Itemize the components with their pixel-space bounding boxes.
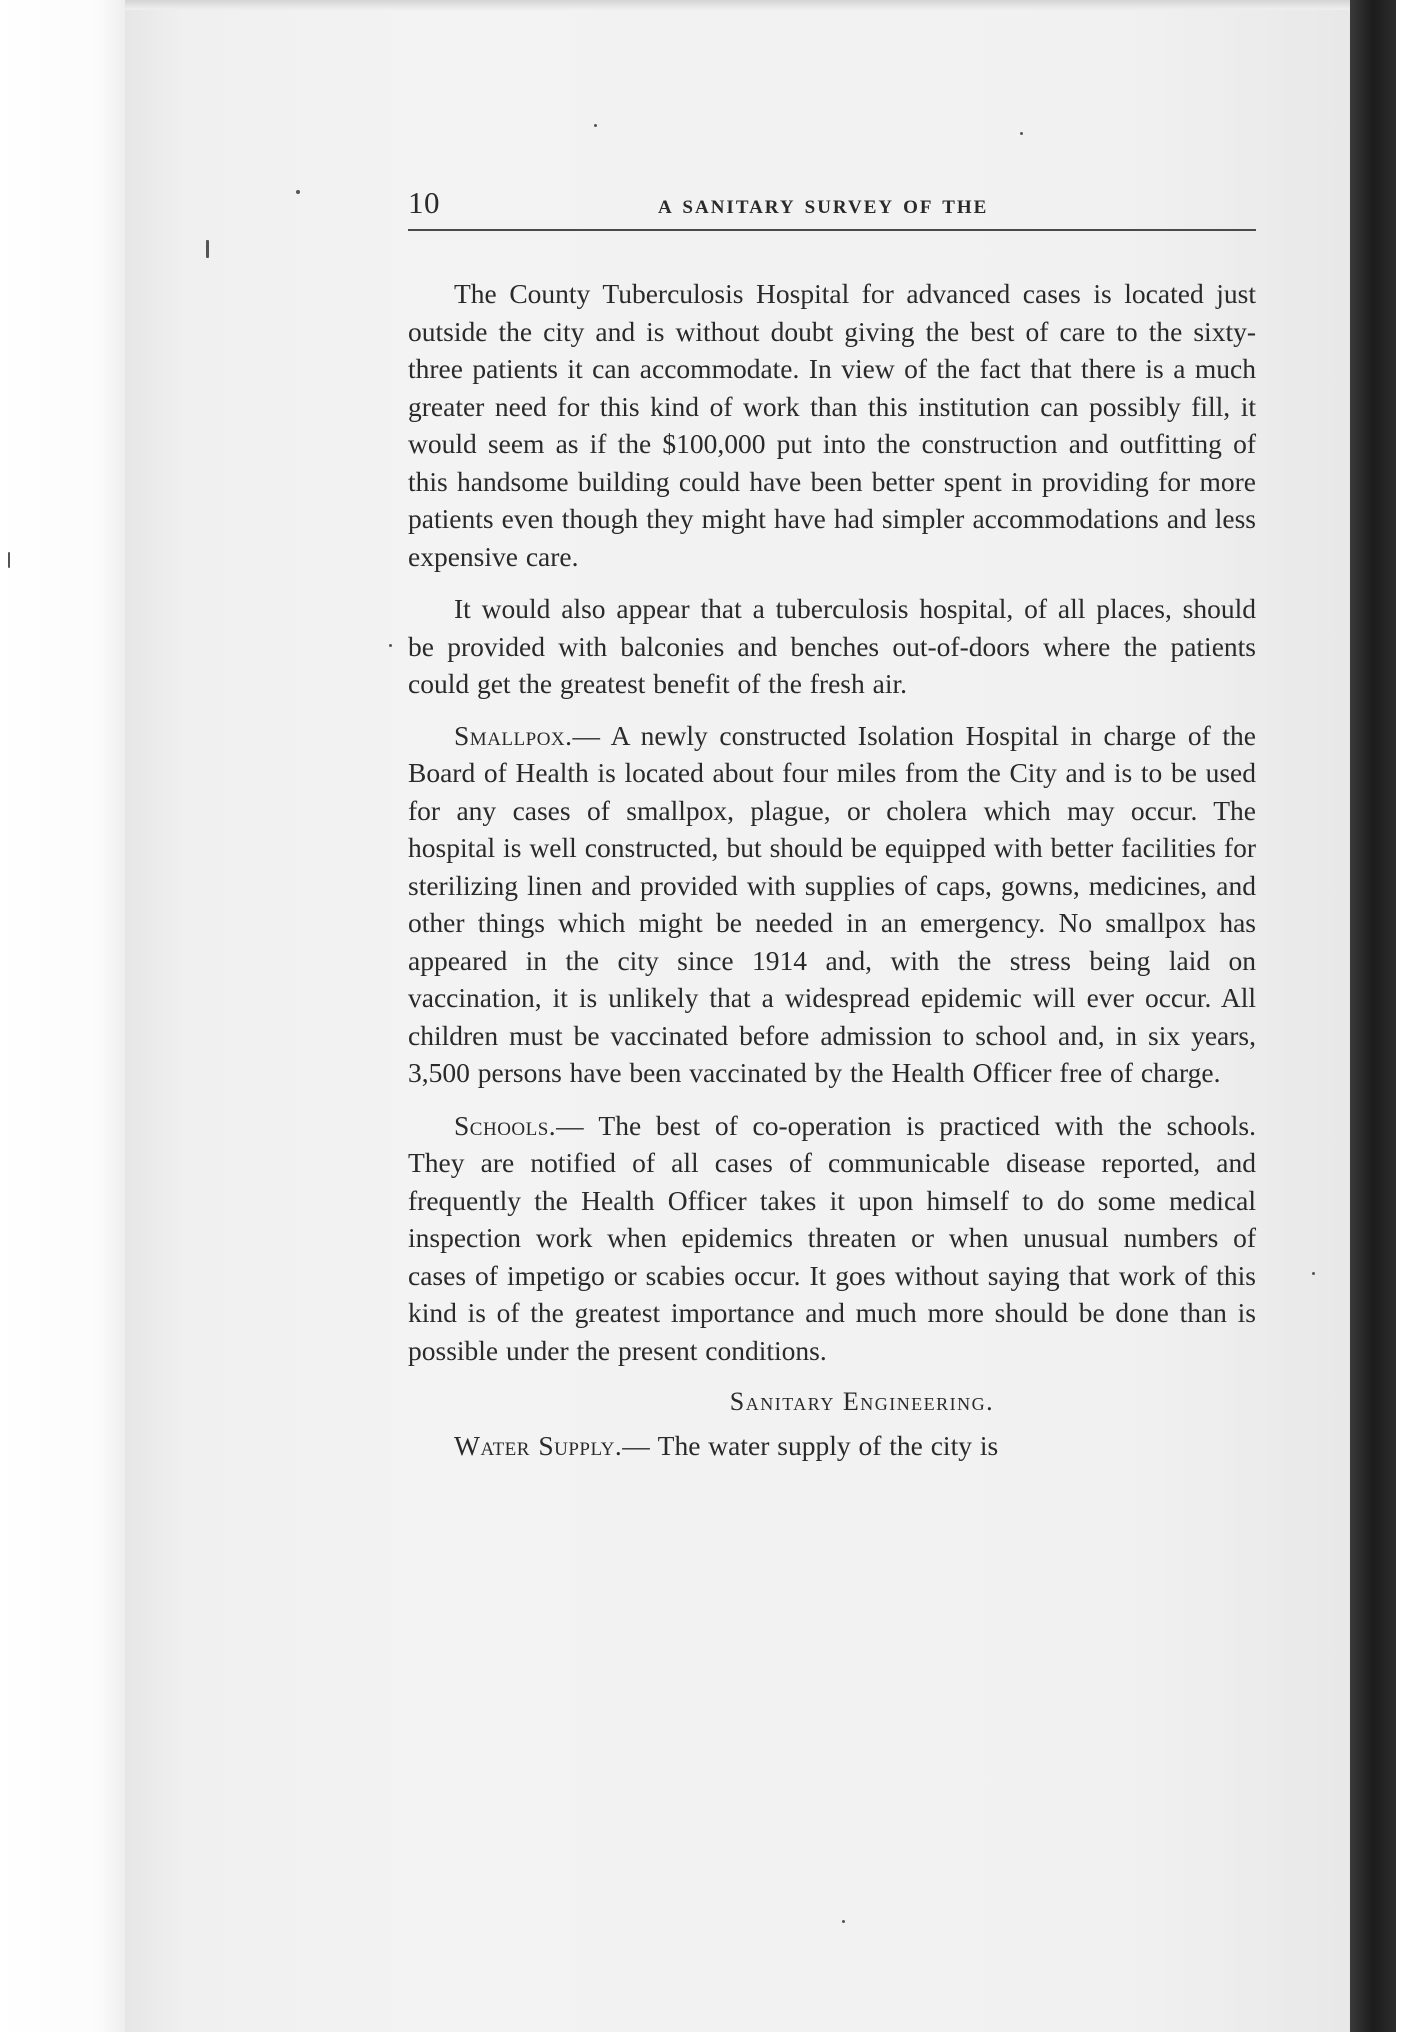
paragraph-text: The County Tuberculosis Hospital for advanced cases is located just outside the city and is without doubt giving the best of care to the sixty-three patients it can accommodate. In view of the fact that there is a much greater need for this kind of work than this institution can possibly fill, it would seem as if the $100,000 put into the construction and outfitting of this handsome building could have been better spent in providing for more patients even though they might have had simpler accommodations and less expensive care.	[408, 278, 1256, 572]
paragraph-water-supply	[408, 1427, 1256, 1465]
paragraph-tuberculosis-hospital	[408, 275, 1256, 575]
paragraph-lead: Water Supply.—	[454, 1430, 651, 1461]
paragraph-text: It would also appear that a tuberculosis hospital, of all places, should be provided with balconies and benches out-of-doors where the patients could get the greatest benefit of the fresh air.	[408, 593, 1256, 699]
page-top-shadow	[125, 0, 1350, 10]
scan-speck	[842, 1920, 845, 1923]
section-heading: Sanitary Engineering.	[729, 1387, 995, 1416]
scan-speck	[389, 644, 392, 647]
running-title: A SANITARY SURVEY OF THE	[658, 197, 989, 218]
right-margin	[1396, 0, 1424, 2032]
scan-speck	[1020, 132, 1023, 135]
page-number: 10	[408, 185, 440, 220]
paragraph-lead: Smallpox.—	[454, 719, 601, 751]
left-margin	[0, 0, 125, 2032]
paragraph-tuberculosis-outdoors	[408, 590, 1256, 703]
paragraph-schools	[408, 1107, 1256, 1370]
paragraph-text: A newly constructed Isolation Hospital in charge of the Board of Health is located about four miles from the City and is to be used for any cases of smallpox, plague, or cholera which may occur. The hospital is well constructed, but should be equipped with better facilities for sterilizing linen and provided with supplies of caps, gowns, medicines, and other things which might be needed in an emergency. No smallpox has appeared in the city since 1914 and, with the stress being laid on vaccination, it is unlikely that a widespread epidemic will ever occur. All children must be vaccinated before admission to school and, in six years, 3,500 persons have been vaccinated by the Health Officer free of charge.	[408, 719, 1257, 1088]
paragraph-text: The water supply of the city is	[657, 1430, 999, 1461]
paragraph-lead: Schools.—	[454, 1109, 585, 1141]
scan-speck	[8, 552, 10, 568]
scan-speck	[206, 240, 209, 258]
binding-shadow	[1350, 0, 1396, 2032]
scan-speck	[296, 190, 300, 194]
paragraph-text: The best of co-operation is practiced with the schools. They are notified of all cases of communicable disease reported, and frequently the Health Officer takes it upon himself to do some medical inspection work when epidemics threaten or when unusual numbers of cases of impetigo or scabies occur. It goes without saying that work of this kind is of the greatest importance and much more should be done than is possible under the present conditions.	[408, 1109, 1256, 1366]
scan-speck	[1312, 1272, 1315, 1275]
running-head	[408, 185, 1256, 231]
scan-speck	[594, 124, 597, 127]
paragraph-smallpox	[408, 717, 1256, 1092]
page-content	[408, 185, 1256, 1480]
